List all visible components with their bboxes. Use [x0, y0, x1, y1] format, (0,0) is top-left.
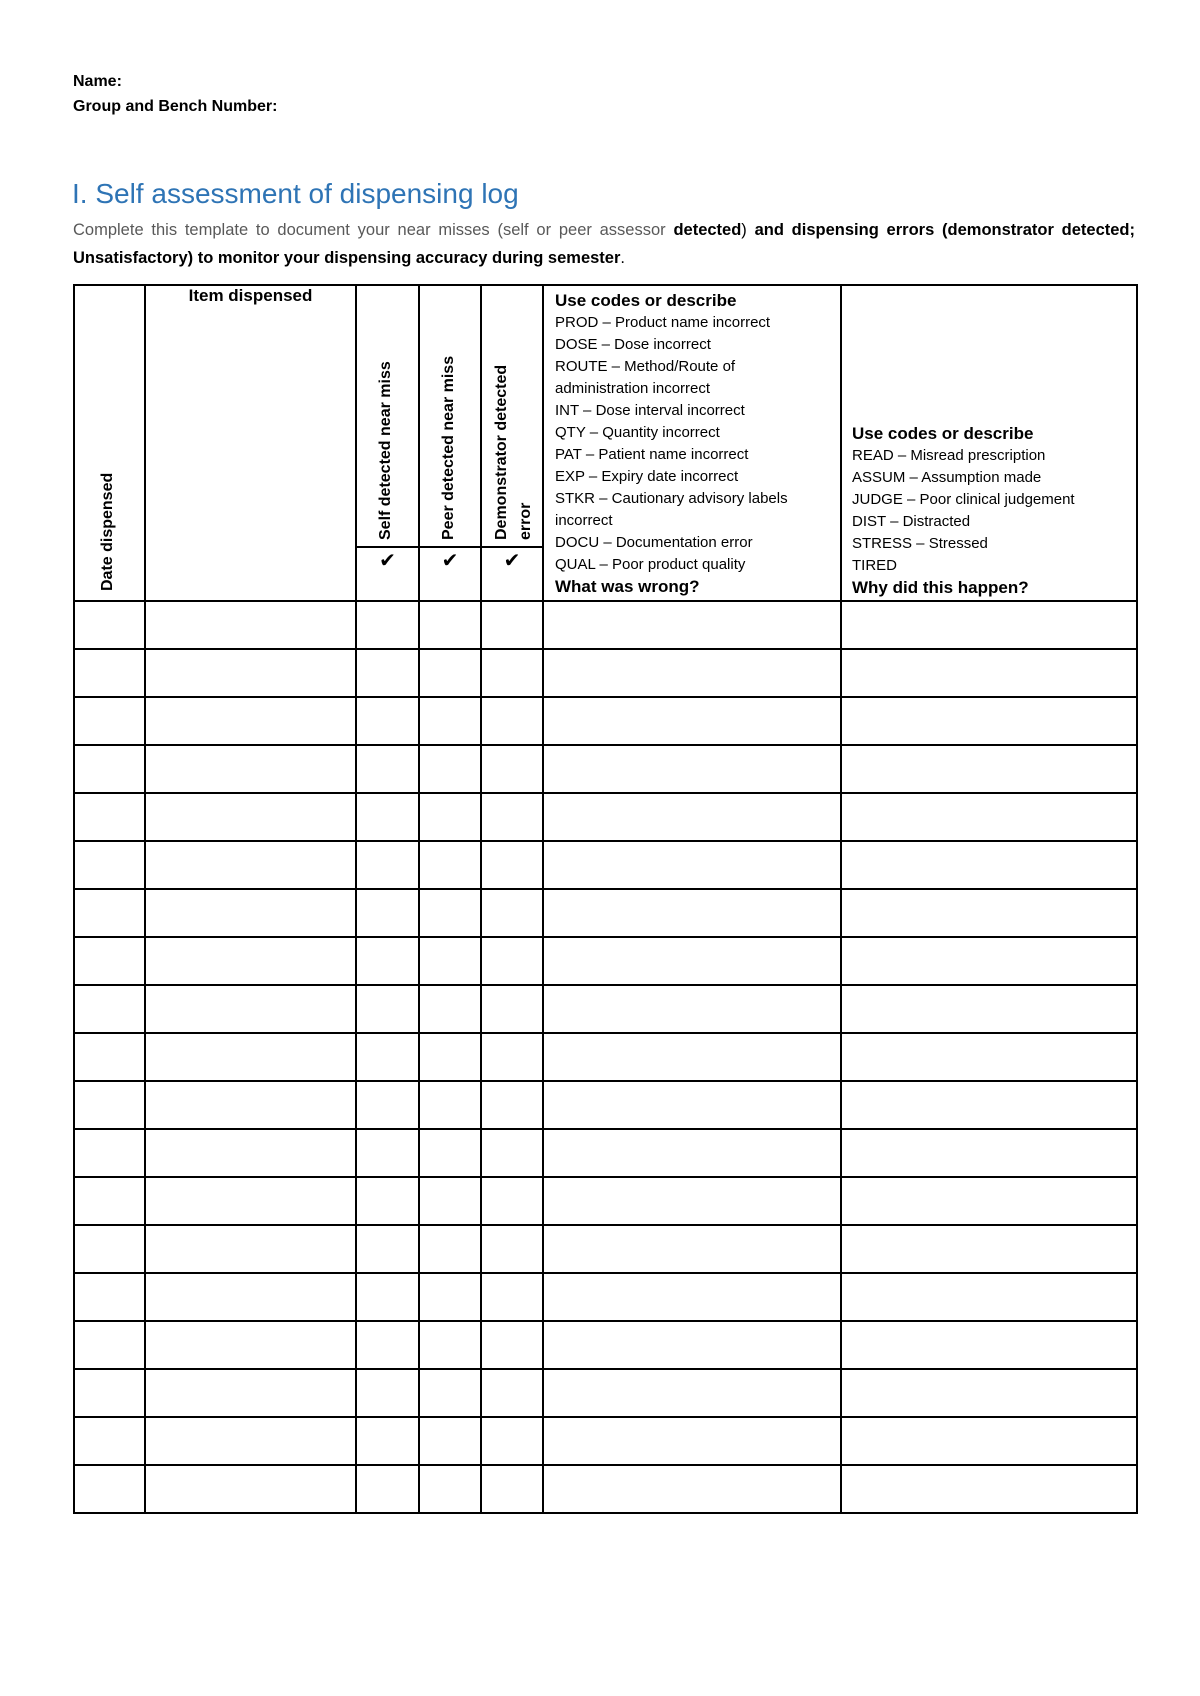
what-wrong-code: EXP – Expiry date incorrect	[555, 468, 739, 485]
table-row	[74, 937, 1137, 985]
demonstrator-detected-header	[481, 285, 543, 547]
what-wrong-code: STKR – Cautionary advisory labels incorrect	[555, 490, 788, 529]
item-dispensed-label: Item dispensed	[188, 286, 313, 305]
peer-cell[interactable]	[419, 1321, 481, 1369]
why-happen-cell[interactable]	[841, 1225, 1137, 1273]
self-cell[interactable]	[356, 985, 419, 1033]
table-row	[74, 1273, 1137, 1321]
intro-bold-errors: and dispensing errors (demonstrator detected; Unsatisfactory) to monitor your dispensing accuracy during semester	[73, 221, 1135, 267]
demo-cell[interactable]	[481, 745, 543, 793]
date-cell[interactable]	[74, 649, 145, 697]
demo-cell[interactable]	[481, 1321, 543, 1369]
why-happen-cell[interactable]	[841, 1129, 1137, 1177]
what-wrong-cell[interactable]	[543, 1465, 841, 1513]
why-happen-cell[interactable]	[841, 1417, 1137, 1465]
what-wrong-cell[interactable]	[543, 1369, 841, 1417]
date-cell[interactable]	[74, 937, 145, 985]
table-row	[74, 745, 1137, 793]
what-wrong-cell[interactable]	[543, 697, 841, 745]
section-title: I. Self assessment of dispensing log	[72, 178, 519, 209]
self-cell[interactable]	[356, 841, 419, 889]
what-wrong-code: DOCU – Documentation error	[555, 534, 753, 551]
intro-bold-detected: detected	[673, 221, 742, 239]
self-cell[interactable]	[356, 601, 419, 649]
table-row	[74, 841, 1137, 889]
date-dispensed-label: Date dispensed	[99, 472, 116, 591]
why-happen-heading: Use codes or describe	[852, 424, 1034, 443]
why-happen-footer: Why did this happen?	[852, 578, 1029, 597]
why-happen-cell[interactable]	[841, 889, 1137, 937]
what-wrong-cell[interactable]	[543, 1033, 841, 1081]
demo-cell[interactable]	[481, 601, 543, 649]
what-wrong-cell[interactable]	[543, 601, 841, 649]
dispensing-log-table	[73, 284, 1138, 1514]
why-happen-cell[interactable]	[841, 985, 1137, 1033]
demo-cell[interactable]	[481, 1417, 543, 1465]
why-happen-cell[interactable]	[841, 649, 1137, 697]
why-happen-code: ASSUM – Assumption made	[852, 469, 1042, 486]
what-wrong-cell[interactable]	[543, 649, 841, 697]
self-check-icon: ✔	[356, 547, 419, 601]
demo-cell[interactable]	[481, 793, 543, 841]
self-cell[interactable]	[356, 793, 419, 841]
demo-cell[interactable]	[481, 985, 543, 1033]
date-dispensed-header	[74, 285, 145, 601]
item-cell[interactable]	[145, 841, 356, 889]
date-cell[interactable]	[74, 985, 145, 1033]
date-cell[interactable]	[74, 697, 145, 745]
table-row	[74, 1465, 1137, 1513]
item-cell[interactable]	[145, 985, 356, 1033]
item-cell[interactable]	[145, 601, 356, 649]
date-cell[interactable]	[74, 1177, 145, 1225]
what-wrong-cell[interactable]	[543, 1081, 841, 1129]
date-cell[interactable]	[74, 745, 145, 793]
item-cell[interactable]	[145, 649, 356, 697]
peer-cell[interactable]	[419, 1129, 481, 1177]
item-cell[interactable]	[145, 1177, 356, 1225]
peer-cell[interactable]	[419, 1033, 481, 1081]
peer-cell[interactable]	[419, 649, 481, 697]
peer-cell[interactable]	[419, 985, 481, 1033]
what-wrong-code: DOSE – Dose incorrect	[555, 336, 711, 353]
self-cell[interactable]	[356, 1465, 419, 1513]
peer-cell[interactable]	[419, 841, 481, 889]
what-wrong-cell[interactable]	[543, 889, 841, 937]
self-cell[interactable]	[356, 1081, 419, 1129]
date-cell[interactable]	[74, 1081, 145, 1129]
date-cell[interactable]	[74, 601, 145, 649]
intro-plain: Complete this template to document your near misses (self or peer assessor	[73, 221, 674, 239]
table-row	[74, 1417, 1137, 1465]
self-cell[interactable]	[356, 937, 419, 985]
what-wrong-cell[interactable]	[543, 793, 841, 841]
peer-cell[interactable]	[419, 601, 481, 649]
what-wrong-cell[interactable]	[543, 841, 841, 889]
group-bench-label: Group and Bench Number:	[73, 98, 278, 115]
self-detected-header	[356, 285, 419, 547]
what-wrong-code: PROD – Product name incorrect	[555, 314, 771, 331]
demo-cell[interactable]	[481, 697, 543, 745]
self-cell[interactable]	[356, 1033, 419, 1081]
self-cell[interactable]	[356, 649, 419, 697]
item-cell[interactable]	[145, 937, 356, 985]
peer-cell[interactable]	[419, 1369, 481, 1417]
why-happen-cell[interactable]	[841, 1033, 1137, 1081]
what-wrong-cell[interactable]	[543, 1225, 841, 1273]
self-cell[interactable]	[356, 697, 419, 745]
table-row	[74, 985, 1137, 1033]
what-wrong-footer: What was wrong?	[555, 577, 700, 596]
peer-cell[interactable]	[419, 1225, 481, 1273]
what-wrong-cell[interactable]	[543, 1273, 841, 1321]
what-wrong-cell[interactable]	[543, 1129, 841, 1177]
demo-cell[interactable]	[481, 1033, 543, 1081]
why-happen-cell[interactable]	[841, 1081, 1137, 1129]
why-happen-cell[interactable]	[841, 841, 1137, 889]
intro-paragraph	[73, 216, 1135, 272]
table-row	[74, 1225, 1137, 1273]
item-cell[interactable]	[145, 793, 356, 841]
what-wrong-cell[interactable]	[543, 1417, 841, 1465]
self-cell[interactable]	[356, 1225, 419, 1273]
date-cell[interactable]	[74, 1273, 145, 1321]
date-cell[interactable]	[74, 889, 145, 937]
date-cell[interactable]	[74, 1369, 145, 1417]
why-happen-cell[interactable]	[841, 1177, 1137, 1225]
why-happen-cell[interactable]	[841, 745, 1137, 793]
item-cell[interactable]	[145, 1033, 356, 1081]
demo-check-icon: ✔	[481, 547, 543, 601]
why-happen-cell[interactable]	[841, 1465, 1137, 1513]
what-wrong-code: QUAL – Poor product quality	[555, 556, 746, 573]
date-cell[interactable]	[74, 1129, 145, 1177]
why-happen-code: DIST – Distracted	[852, 513, 971, 530]
what-wrong-code: INT – Dose interval incorrect	[555, 402, 745, 419]
item-cell[interactable]	[145, 1321, 356, 1369]
demo-cell[interactable]	[481, 1177, 543, 1225]
demo-cell[interactable]	[481, 1081, 543, 1129]
item-cell[interactable]	[145, 1273, 356, 1321]
peer-cell[interactable]	[419, 1177, 481, 1225]
demo-cell[interactable]	[481, 841, 543, 889]
peer-cell[interactable]	[419, 889, 481, 937]
peer-cell[interactable]	[419, 697, 481, 745]
why-happen-cell[interactable]	[841, 601, 1137, 649]
demo-cell[interactable]	[481, 937, 543, 985]
why-happen-cell[interactable]	[841, 1369, 1137, 1417]
self-cell[interactable]	[356, 1321, 419, 1369]
date-cell[interactable]	[74, 793, 145, 841]
name-label: Name:	[73, 73, 122, 90]
item-cell[interactable]	[145, 1369, 356, 1417]
self-cell[interactable]	[356, 1273, 419, 1321]
peer-detected-header	[419, 285, 481, 547]
demo-cell[interactable]	[481, 1369, 543, 1417]
item-dispensed-header	[145, 285, 356, 601]
intro-mid: )	[741, 221, 755, 239]
peer-cell[interactable]	[419, 793, 481, 841]
table-row	[74, 697, 1137, 745]
table-row	[74, 1081, 1137, 1129]
peer-detected-label: Peer detected near miss	[440, 355, 457, 540]
item-cell[interactable]	[145, 745, 356, 793]
self-cell[interactable]	[356, 745, 419, 793]
intro-end: .	[620, 249, 625, 267]
table-row	[74, 601, 1137, 649]
what-wrong-code: PAT – Patient name incorrect	[555, 446, 749, 463]
peer-cell[interactable]	[419, 1465, 481, 1513]
demo-cell[interactable]	[481, 1225, 543, 1273]
table-row	[74, 1177, 1137, 1225]
item-cell[interactable]	[145, 1465, 356, 1513]
item-cell[interactable]	[145, 1225, 356, 1273]
peer-cell[interactable]	[419, 1273, 481, 1321]
table-row	[74, 793, 1137, 841]
why-happen-cell[interactable]	[841, 937, 1137, 985]
self-cell[interactable]	[356, 1369, 419, 1417]
table-row	[74, 1369, 1137, 1417]
self-cell[interactable]	[356, 1177, 419, 1225]
why-happen-code: READ – Misread prescription	[852, 447, 1046, 464]
why-happen-code: STRESS – Stressed	[852, 535, 988, 552]
item-cell[interactable]	[145, 1081, 356, 1129]
self-cell[interactable]	[356, 889, 419, 937]
what-wrong-code: QTY – Quantity incorrect	[555, 424, 720, 441]
peer-cell[interactable]	[419, 1417, 481, 1465]
item-cell[interactable]	[145, 889, 356, 937]
why-happen-code: TIRED	[852, 557, 897, 574]
table-row	[74, 1321, 1137, 1369]
date-cell[interactable]	[74, 1225, 145, 1273]
what-wrong-cell[interactable]	[543, 937, 841, 985]
what-wrong-cell[interactable]	[543, 985, 841, 1033]
why-happen-code: JUDGE – Poor clinical judgement	[852, 491, 1075, 508]
date-cell[interactable]	[74, 1417, 145, 1465]
item-cell[interactable]	[145, 1129, 356, 1177]
peer-check-icon: ✔	[419, 547, 481, 601]
date-cell[interactable]	[74, 1465, 145, 1513]
why-happen-cell[interactable]	[841, 1273, 1137, 1321]
demo-cell[interactable]	[481, 1273, 543, 1321]
what-wrong-heading: Use codes or describe	[555, 291, 737, 310]
date-cell[interactable]	[74, 1033, 145, 1081]
date-cell[interactable]	[74, 841, 145, 889]
what-wrong-cell[interactable]	[543, 1177, 841, 1225]
what-wrong-cell[interactable]	[543, 745, 841, 793]
why-happen-cell[interactable]	[841, 1321, 1137, 1369]
what-wrong-code: ROUTE – Method/Route of administration incorrect	[555, 358, 736, 397]
what-wrong-header	[543, 285, 841, 601]
table-row	[74, 1033, 1137, 1081]
self-detected-label: Self detected near miss	[377, 361, 394, 540]
date-cell[interactable]	[74, 1321, 145, 1369]
demo-cell[interactable]	[481, 1465, 543, 1513]
peer-cell[interactable]	[419, 745, 481, 793]
what-wrong-cell[interactable]	[543, 1321, 841, 1369]
item-cell[interactable]	[145, 1417, 356, 1465]
peer-cell[interactable]	[419, 937, 481, 985]
why-happen-header	[841, 285, 1137, 601]
self-cell[interactable]	[356, 1129, 419, 1177]
self-cell[interactable]	[356, 1417, 419, 1465]
peer-cell[interactable]	[419, 1081, 481, 1129]
item-cell[interactable]	[145, 697, 356, 745]
table-row	[74, 649, 1137, 697]
why-happen-cell[interactable]	[841, 793, 1137, 841]
demonstrator-detected-label: Demonstrator detected error	[493, 364, 534, 540]
table-row	[74, 1129, 1137, 1177]
table-row	[74, 889, 1137, 937]
why-happen-cell[interactable]	[841, 697, 1137, 745]
demo-cell[interactable]	[481, 649, 543, 697]
demo-cell[interactable]	[481, 1129, 543, 1177]
demo-cell[interactable]	[481, 889, 543, 937]
